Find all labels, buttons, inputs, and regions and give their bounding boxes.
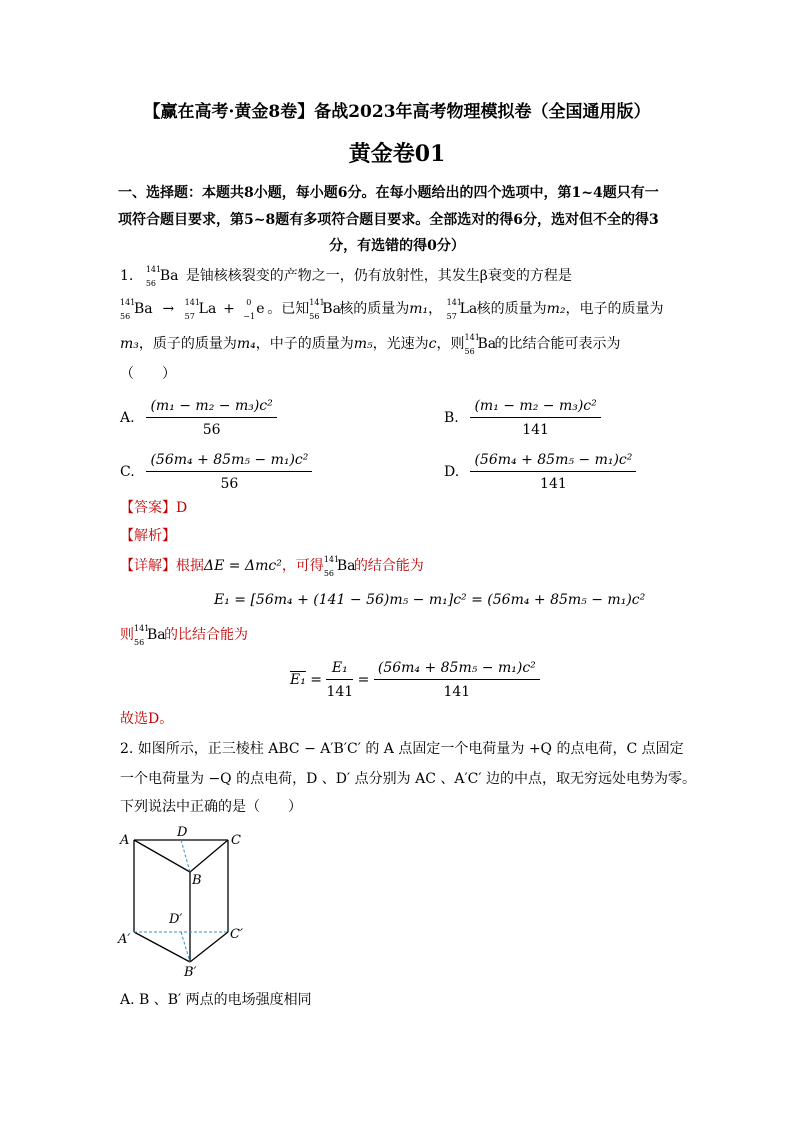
label-D: D — [177, 825, 188, 840]
option-fraction — [146, 450, 312, 494]
ba-symbol: Ba — [134, 301, 153, 317]
q1-line3-a: ，质子的质量为 — [138, 336, 237, 352]
option-fraction — [470, 450, 636, 494]
label-B: B — [192, 873, 202, 888]
la-mass-number: 141 — [184, 298, 200, 307]
e-symbol: e — [256, 301, 265, 317]
ba-symbol: Ba — [336, 558, 356, 574]
nuclide-ba-4 — [465, 334, 495, 354]
q1-line-2 — [120, 299, 664, 319]
label-A: A — [120, 833, 130, 848]
ba-mass-number: 141 — [120, 298, 136, 307]
nuclide-ba-6 — [134, 625, 164, 645]
q1-line-1 — [120, 266, 572, 286]
option-a[interactable] — [120, 396, 277, 440]
detail-formula: ΔE = Δmc² — [204, 558, 282, 574]
q1-line2-mid: 核的质量为 — [339, 301, 410, 317]
section-line-1: 一、选择题：本题共8小题，每小题6分。在每小题给出的四个选项中，第1~4题只有一 — [118, 185, 659, 201]
option-numerator: (56m₄ + 85m₅ − m₁)c² — [146, 450, 312, 472]
plus-symbol: + — [223, 301, 235, 317]
eq2-f1-den: 141 — [326, 684, 354, 700]
option-letter: B. — [444, 410, 459, 426]
option-letter: C. — [120, 464, 135, 480]
ba-atomic-number: 56 — [134, 638, 145, 647]
eq2-fraction-2 — [374, 658, 540, 702]
ba-mass-number: 141 — [309, 298, 325, 307]
eq2-fraction-1 — [326, 658, 353, 702]
q2-line-1: 2. 如图所示，正三棱柱 ABC − A′B′C′ 的 A 点固定一个电荷量为 +Q 的点电荷，C 点固定 — [120, 741, 684, 757]
ba-symbol: Ba — [322, 301, 341, 317]
e-charge-number: −1 — [243, 312, 256, 321]
label-Ap: A′ — [118, 932, 131, 947]
option-fraction — [146, 396, 276, 440]
option-b[interactable] — [444, 396, 601, 440]
q1-line1-text: 是铀核核裂变的产物之一，仍有放射性，其发生β衰变的方程是 — [185, 268, 572, 284]
var-m2: m₂ — [546, 301, 566, 317]
option-denominator: 141 — [522, 422, 549, 438]
nuclide-la-2 — [447, 299, 477, 319]
nuclide-ba-2 — [120, 299, 152, 319]
q2-line-2: 一个电荷量为 −Q 的点电荷，D 、D′ 点分别为 AC 、A′C′ 边的中点，取无穷远处电势为零。 — [120, 771, 696, 787]
eq2-lhs: E₁ — [290, 672, 306, 688]
option-d[interactable] — [444, 450, 636, 494]
option-numerator: (m₁ − m₂ − m₃)c² — [470, 396, 600, 418]
section-line-2: 项符合题目要求，第5~8题有多项符合题目要求。全部选对的得6分，选对但不全的得3 — [118, 212, 659, 228]
conclusion: 故选D。 — [120, 711, 174, 727]
q1-line2-mid3: 核的质量为 — [476, 301, 547, 317]
label-Cp: C′ — [230, 927, 243, 942]
ba-symbol: Ba — [147, 627, 166, 643]
var-m3: m₃ — [120, 336, 139, 352]
ba-mass-number: 141 — [145, 265, 162, 274]
eq2-equals: = — [310, 672, 323, 688]
q1-line3-d: ，则 — [436, 336, 465, 352]
eq2-equals-2: = — [357, 672, 370, 688]
ba-atomic-number: 56 — [464, 347, 475, 356]
nuclide-ba — [146, 266, 186, 286]
then-a: 则 — [120, 627, 134, 643]
nuclide-ba-5 — [324, 556, 354, 576]
la-atomic-number: 57 — [446, 312, 457, 321]
option-c[interactable] — [120, 450, 312, 494]
q1-line2-end: ，电子的质量为 — [565, 301, 664, 317]
option-denominator: 56 — [220, 476, 239, 492]
nuclide-la — [185, 299, 215, 319]
arrow-symbol: → — [162, 301, 175, 317]
q2-line-3: 下列说法中正确的是（ ） — [120, 799, 302, 815]
q1-number: 1. — [120, 268, 134, 284]
detail-label: 【详解】 — [120, 558, 176, 574]
section-line-3: 分，有选错的得0分） — [329, 238, 465, 254]
ba-mass-number: 141 — [134, 624, 150, 633]
answer-value: D — [176, 500, 188, 516]
la-atomic-number: 57 — [184, 312, 195, 321]
ba-atomic-number: 56 — [145, 279, 156, 288]
ba-mass-number: 141 — [323, 555, 340, 564]
q1-line2-mid2: ， — [428, 301, 443, 317]
ba-atomic-number: 56 — [309, 312, 320, 321]
detail-text-b: ，可得 — [281, 558, 324, 574]
detail-text-a: 根据 — [176, 558, 204, 574]
q1-line3-c: ，光速为 — [372, 336, 429, 352]
detail-text-c: 的结合能为 — [353, 558, 424, 574]
q1-line2-text: 。已知 — [267, 301, 310, 317]
label-Bp: B′ — [184, 965, 197, 980]
q1-line-3 — [120, 334, 621, 354]
eq2-f2-den: 141 — [443, 684, 471, 700]
ba-atomic-number: 56 — [120, 312, 131, 321]
option-letter: D. — [444, 464, 460, 480]
detail-line — [120, 556, 424, 576]
q1-line3-b: ，中子的质量为 — [255, 336, 354, 352]
e-mass-number: 0 — [246, 298, 252, 307]
option-denominator: 56 — [202, 422, 221, 438]
ba-atomic-number: 56 — [323, 569, 334, 578]
var-m1: m₁ — [409, 301, 429, 317]
equation-2 — [290, 658, 540, 702]
analysis-label: 【解析】 — [120, 528, 176, 544]
la-mass-number: 141 — [446, 298, 462, 307]
prism-figure — [116, 822, 256, 980]
equation-1: E₁ = [56m₄ + (141 − 56)m₅ − m₁]c² = (56m₄ + 85m₅ − m₁)c² — [214, 592, 646, 608]
ba-symbol: Ba — [159, 268, 179, 284]
label-C: C — [231, 833, 241, 848]
var-m4: m₄ — [236, 336, 256, 352]
q1-blank: （ ） — [120, 366, 176, 382]
answer-line — [120, 498, 187, 518]
answer-label: 【答案】 — [120, 500, 176, 516]
option-denominator: 141 — [540, 476, 567, 492]
option-fraction — [470, 396, 600, 440]
exam-title: 【赢在高考·黄金8卷】备战2023年高考物理模拟卷（全国通用版） — [143, 102, 651, 122]
label-Dp: D′ — [169, 912, 183, 927]
option-letter: A. — [120, 410, 135, 426]
then-b: 的比结合能为 — [164, 627, 248, 643]
la-symbol: La — [198, 301, 217, 317]
la-symbol: La — [459, 301, 478, 317]
q2-option-a[interactable]: A. B 、B′ 两点的电场强度相同 — [120, 992, 312, 1008]
then-line — [120, 625, 248, 645]
q1-line3-e: 的比结合能可表示为 — [494, 336, 621, 352]
ba-mass-number: 141 — [464, 333, 480, 342]
ba-symbol: Ba — [477, 336, 497, 352]
eq2-f1-num: E₁ — [326, 658, 353, 680]
eq2-f2-num: (56m₄ + 85m₅ − m₁)c² — [374, 658, 540, 680]
option-numerator: (m₁ − m₂ − m₃)c² — [146, 396, 276, 418]
var-m5: m₅ — [353, 336, 373, 352]
nuclide-ba-3 — [309, 299, 339, 319]
exam-subtitle: 黄金卷01 — [348, 141, 446, 167]
nuclide-electron — [243, 299, 267, 319]
var-c: c — [428, 336, 437, 352]
option-numerator: (56m₄ + 85m₅ − m₁)c² — [470, 450, 636, 472]
